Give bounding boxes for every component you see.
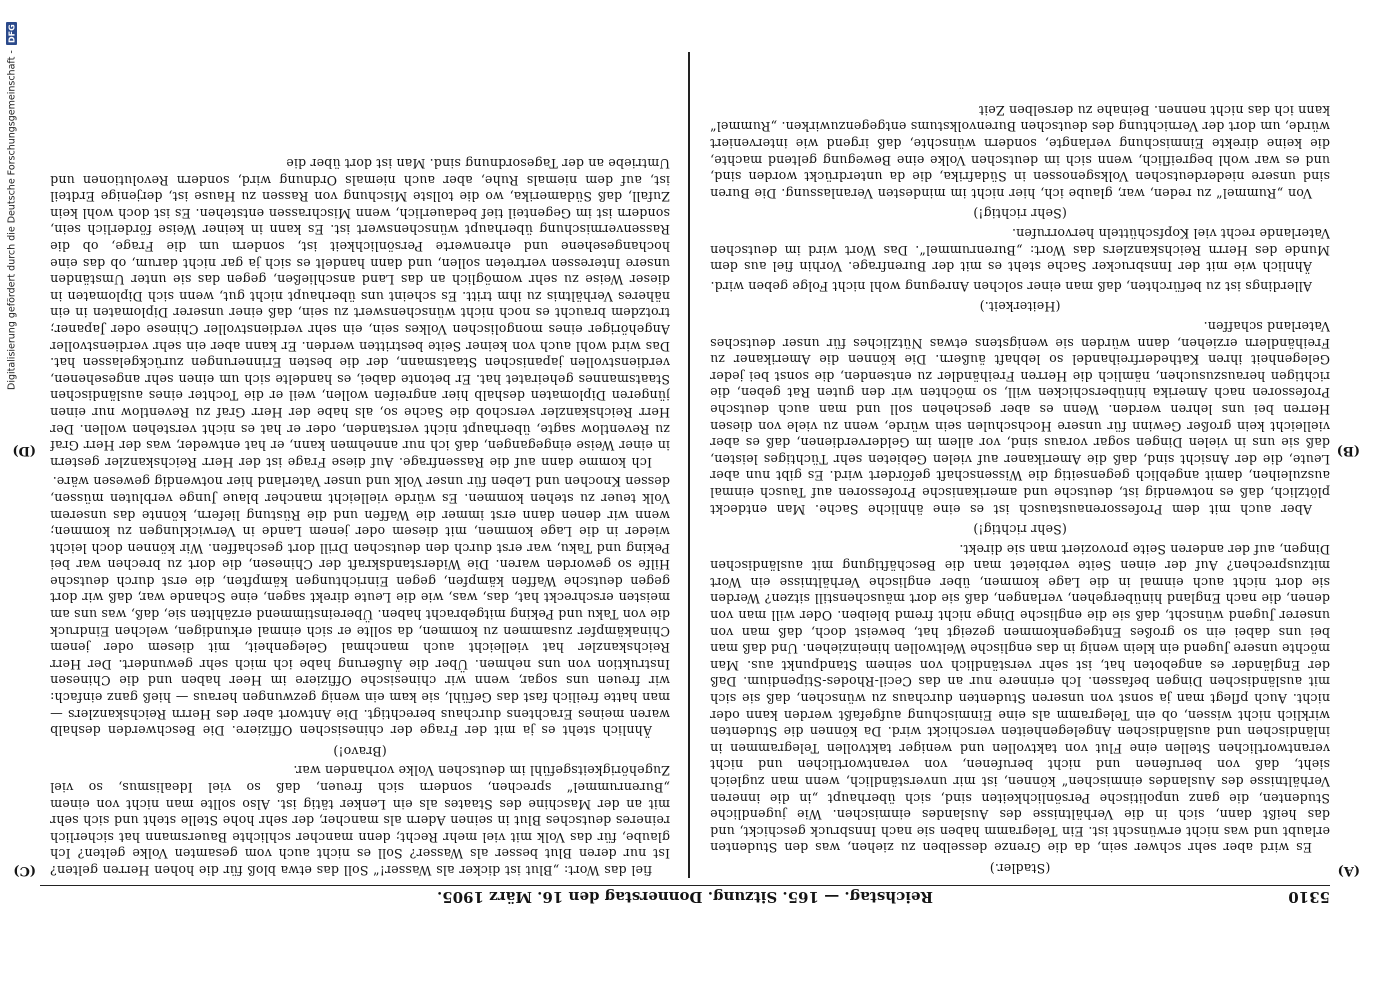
paragraph: Es wird aber sehr schwer sein, da die Grenze desselben zu ziehen, was den Studenten erlaubt und was nicht erwünscht ist. Ein Telegramm haben sie nach Innsbruck geschickt, und das heißt dann, sich in die Verhältnisse des Auslandes einmischen. Wie jugendliche Studenten, die ganz unpolitische Persönlichkeiten sind, sich überhaupt „in die inneren Verhältnisse des Auslandes einmischen“ können, ist mir unverständlich, wenn man zugleich sieht, daß von berufenen und nicht berufenen, von verantwortlichen und nicht verantwortlichen Stellen eine Flut von taktvollen und weniger taktvollen Telegrammen in inländischen und ausländischen Angelegenheiten verschickt wird. Da können die Studenten wirklich nicht wissen, ob ein Telegramm als eine Einmischung aufgefaßt werden kann oder nicht. Auch pflegt man ja sonst von unseren Studenten durchaus zu wünschen, daß sie sich mit ausländischen Dingen befassen. Ich erinnere nur an das Cecil-Rhodes-Stipendium. Daß der Engländer es angeboten hat, ist sehr verständlich von seinem Standpunkt aus. Man möchte unsere Jugend ein klein wenig in das englische Weltwollen hineinziehen. Und daß man bei uns dabei ein so großes Entgegenkommen gezeigt hat, beweist doch, daß man von unserer Jugend wünscht, daß sie die englische Dinge nicht fremd bleiben. Oder will man von denen, die nach England hinübergehen, verlangen, daß sie dort mäuschenstill sitzen? Werden sie dort nicht auch einmal in die Lage kommen, über englische Verhältnisse ein Wort mitzusprechen? Auf der einen Seite verbietet man die Beschäftigung mit ausländischen Dingen, auf der anderen Seite provoziert man sie direkt. [710, 541, 1330, 856]
digitization-footer [4, 0, 20, 1000]
paragraph: fiel das Wort: „Blut ist dicker als Wasser!“ Soll das etwa bloß für die hohen Herren gelten? Ist nur deren Blut besser als Wasser? Soll es nicht auch vom gesamten Volke gelten? Ich glaube, für das Volk mit viel mehr Recht; denn mancher schlichte Bauersmann hat sicherlich reineres deutsches Blut in seinen Adern als mancher, der sehr hohe Stelle steht und sich sehr mit an der Maschine des Staates als ein Lenker tätig ist. Also sollte man nicht von einem „Burenrummel“ sprechen, sondern sich freuen, daß so viel Idealismus, so viel Zugehörigkeitsgefühl im deutschen Volke vorhanden war. [50, 763, 670, 878]
left-column [710, 52, 1330, 878]
margin-marker-a: (A) [1337, 863, 1360, 878]
margin-marker-c: (C) [13, 863, 36, 878]
interjection: (Sehr richtig!) [973, 206, 1067, 222]
speaker-label: (Stadler.) [989, 861, 1051, 876]
dfg-logo: DFG [7, 24, 17, 43]
interjection: (Sehr richtig!) [973, 522, 1067, 538]
page-header [40, 885, 1330, 908]
digitization-note: Digitalisierung gefördert durch die Deutsche Forschungsgemeinschaft - [6, 50, 18, 391]
interjection: (Heiterkeit.) [979, 299, 1061, 315]
paragraph: Aber auch mit dem Professorenaustausch ist es eine ähnliche Sache. Man entdeckt plötzlich, daß es notwendig ist, deutsche und amerikanische Professoren auf Tausch einmal auszuleihen, damit angeblich gegenseitig die Wissenschaft gefördert wird. Es gibt nun aber Leute, die der Ansicht sind, daß die Amerikaner auf vielen Gebieten sehr Tüchtiges leisten, daß sie uns in vielen Dingen sogar voraus sind, vor allem im Gelderverdienen, daß es aber vielleicht kein großer Gewinn für unsere Hochschulen sein würde, wenn zu viele von diesen Herren bei uns lehren werden. Wenn es aber geschehen soll und man auch deutsche Professoren nach Amerika hinüberschicken will, so möchten wir den guten Rat geben, die richtigen herauszusuchen, nämlich die Herren Freihändler zu entsenden, die sonst bei jeder Gelegenheit ihren Kathederfreihandel so lebhaft äußern. Die können die Amerikaner zu Freihändlern erziehen, dann würden sie wenigstens etwas Nützliches für unser deutsches Vaterland schaffen. [710, 319, 1330, 517]
column-divider [688, 52, 690, 878]
margin-marker-b: (B) [1336, 443, 1360, 458]
margin-marker-d: (D) [12, 443, 36, 458]
paragraph: Allerdings ist zu befürchten, daß man einer solchen Anregung wohl nicht Folge geben wird. [710, 278, 1312, 294]
interjection: (Bravo!) [333, 743, 387, 759]
page-title: Reichstag. — 165. Sitzung. Donnerstag den 16. März 1905. [437, 888, 933, 906]
page-number: 5310 [1288, 888, 1330, 906]
right-column [50, 52, 670, 878]
paragraph: Ähnlich steht es ja mit der Frage der chinesischen Offiziere. Die Beschwerden deshalb waren meines Erachtens durchaus berechtigt. Die Antwort aber des Herrn Reichskanzlers — man hatte freilich fast das Gefühl, sie kam ein wenig gezwungen heraus — hieß ganz einfach: wir freuen uns sogar, wenn wir chinesische Offiziere im Heer haben und die Chinesen Instruktion von uns nehmen. Über die Äußerung habe ich mich sehr gewundert. Der Herr Reichskanzler hat vielleicht auch manchmal Gelegenheit, mit diesem oder jenem Chinakämpfer zusammen zu kommen, da sollte er sich einmal erkundigen, welchen Eindruck die von Taku und Peking mitgebracht haben. Übereinstimmend erzählten sie, daß, was uns am meisten erschreckt hat, das, was, wie die Leute direkt sagen, eine Schande war, daß wir dort gegen deutsche Waffen kämpfen, gegen Einrichtungen kämpften, die erst durch deutsche Hilfe so geworden waren. Die Widerstandskraft der Chinesen, die dort zu brechen war bei Peking und Taku, war erst durch den deutschen Drill dort geschaffen. Wir können doch leicht wieder in die Lage kommen, mit diesem oder jenem Lande in Verwicklungen zu kommen; wenn wir denen dann erst immer die Waffen und die Rüstung liefern, könnte das unserem Volk teuer zu stehen kommen. Es würde vielleicht mancher blaue Junge verbluten müssen, dessen Knochen und Leben für unser Volk und unser Vaterland hier notwendig gewesen wäre. [50, 474, 670, 739]
paragraph: Ich komme dann auf die Rassenfrage. Auf diese Frage ist der Herr Reichskanzler gestern in einer Weise eingegangen, daß ich nur annehmen kann, er hat entweder, was der Herr Graf zu Reventlow sagte, überhaupt nicht verstanden, oder er hat es nicht verstehen wollen. Der Herr Reichskanzler verschob die Sache so, als habe der Herr Graf zu Reventlow nur einen jüngeren Diplomaten deshalb hier angreifen wollen, weil er die Tochter eines ausländischen Staatsmannes geheiratet hat. Er betonte dabei, es handelte sich um einen sehr angesehenen, verdienstvollen japanischen Staatsmann, der die besten Erinnerungen zurückgelassen hat. Das wird wohl auch von keiner Seite bestritten werden. Er kann aber ein sehr verdienstvoller Angehöriger eines mongolischen Volkes sein, ein sehr verdienstvoller Chinese oder Japaner; trotzdem braucht es noch nicht wünschenswert zu sein, daß einer unserer Diplomaten in ein näheres Verhältnis zu ihm tritt. Es scheint uns überhaupt nicht gut, wenn sich Diplomaten in dieser Weise zu sehr womöglich an das Land anschließen, gegen das sie unter Umständen unsere Interessen vertreten sollen, und dann handelt es sich ja gar nicht darum, ob das eine hochangesehene und ehrenwerte Persönlichkeit ist, sondern um die Frage, ob die Rassenvermischung überhaupt wünschenswert ist. Es kann in keiner Weise förderlich sein, sondern ist im Gegenteil tief bedauerlich, wenn Mischrassen entstehen. Es ist doch wohl kein Zufall, daß Südamerika, wo die tollste Mischung von Rassen zu Hause ist, derjenige Erdteil ist, auf dem niemals Ruhe, aber auch niemals Ordnung wird, sondern Revolutionen und Umtriebe an der Tagesordnung sind. Man ist dort über die [50, 156, 670, 470]
paragraph: Von „Rummel“ zu reden, war, glaube ich, hier nicht im mindesten Veranlassung. Die Buren sind unsere niederdeutschen Volksgenossen in Südafrika, die da unterdrückt worden sind, und es war wohl begreiflich, wenn sich im deutschen Volke eine Bewegung geltend machte, die keine direkte Einmischung verlangte, sondern wünschte, daß irgend wie interveniert würde, um dort der Vernichtung des deutschen Burenvolkstums entgegenzuwirken. „Rummel“ kann ich das nicht nennen. Beinahe zu derselben Zeit [710, 102, 1330, 201]
paragraph: Ähnlich wie mit der Innsbrucker Sache steht es mit der Burenfrage. Vorhin fiel aus dem Munde des Herrn Reichskanzlers das Wort: „Burenrummel“. Das Wort wird im deutschen Vaterlande recht viel Kopfschütteln hervorrufen. [710, 226, 1330, 275]
